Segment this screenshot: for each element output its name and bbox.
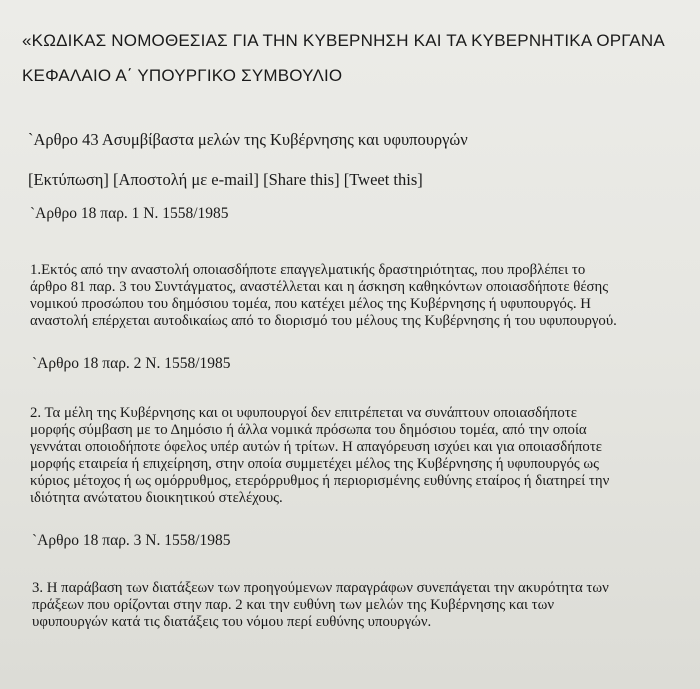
paragraph-line: άρθρο 81 παρ. 3 του Συντάγματος, αναστέλλεται και η άσκηση καθηκόντων οποιασδήποτε θέσης (30, 279, 609, 295)
section-3-reference: `Αρθρο 18 παρ. 3 Ν. 1558/1985 (32, 532, 231, 549)
action-links (28, 170, 423, 190)
paragraph-line: κύριος μέτοχος ή ως ομόρρυθμος, ετερόρρυθμος ή περιορισμένης ευθύνης εταίρος ή διατηρεί την (30, 473, 610, 489)
section-1-reference: `Αρθρο 18 παρ. 1 Ν. 1558/1985 (30, 205, 229, 222)
print-link[interactable]: [Εκτύπωση] (28, 170, 109, 189)
email-link[interactable]: [Αποστολή με e-mail] (113, 170, 259, 189)
code-title: «ΚΩΔΙΚΑΣ ΝΟΜΟΘΕΣΙΑΣ ΓΙΑ ΤΗΝ ΚΥΒΕΡΝΗΣΗ ΚΑΙ ΤΑ ΚΥΒΕΡΝΗΤΙΚΑ ΟΡΓΑΝΑ (22, 31, 665, 50)
paragraph-line: υφυπουργών κατά τις διατάξεις του νόμου περί ευθύνης υπουργών. (32, 614, 432, 630)
paragraph-line: ιδιότητα ανώτατου διοικητικού στελέχους. (30, 490, 283, 506)
paragraph-line: 1.Εκτός από την αναστολή οποιασδήποτε επαγγελματικής δραστηριότητας, που προβλέπει το (30, 262, 586, 278)
paragraph-line: μορφής εταιρεία ή επιχείρηση, στην οποία συμμετέχει μέλος της Κυβέρνησης ή υφυπουργός ως (30, 456, 599, 472)
paragraph-line: νομικού προσώπου του δημόσιου τομέα, που κατέχει μέλος της Κυβέρνησης ή υφυπουργός. Η (30, 296, 591, 312)
section-1-paragraph (30, 262, 617, 330)
chapter-title: ΚΕΦΑΛΑΙΟ Α΄ ΥΠΟΥΡΓΙΚΟ ΣΥΜΒΟΥΛΙΟ (22, 66, 343, 85)
paragraph-line: μορφής σύμβαση με το Δημόσιο ή άλλα νομικά πρόσωπα του δημόσιου τομέα, από την οποία (30, 422, 587, 438)
section-2-paragraph (30, 405, 609, 507)
section-2-reference: `Αρθρο 18 παρ. 2 Ν. 1558/1985 (32, 355, 231, 372)
paragraph-line: αναστολή επέρχεται αυτοδικαίως από το διορισμό του μέλους της Κυβέρνησης ή του υφυπουργού. (30, 313, 617, 329)
paragraph-line: 2. Τα μέλη της Κυβέρνησης και οι υφυπουργοί δεν επιτρέπεται να συνάπτουν οποιασδήποτε (30, 405, 577, 421)
paragraph-line: πράξεων που ορίζονται στην παρ. 2 και την ευθύνη των μελών της Κυβέρνησης και των (32, 597, 555, 613)
section-3-paragraph (32, 580, 609, 631)
share-link[interactable]: [Share this] (263, 170, 340, 189)
article-title: `Αρθρο 43 Ασυμβίβαστα μελών της Κυβέρνησης και υφυπουργών (28, 130, 468, 149)
tweet-link[interactable]: [Tweet this] (343, 170, 423, 189)
paragraph-line: γεννάται οποιοδήποτε όφελος υπέρ αυτών ή τρίτων. Η απαγόρευση ισχύει και για οποιασδήποτε (30, 439, 602, 455)
paragraph-line: 3. Η παράβαση των διατάξεων των προηγούμενων παραγράφων συνεπάγεται την ακυρότητα των (32, 580, 609, 596)
